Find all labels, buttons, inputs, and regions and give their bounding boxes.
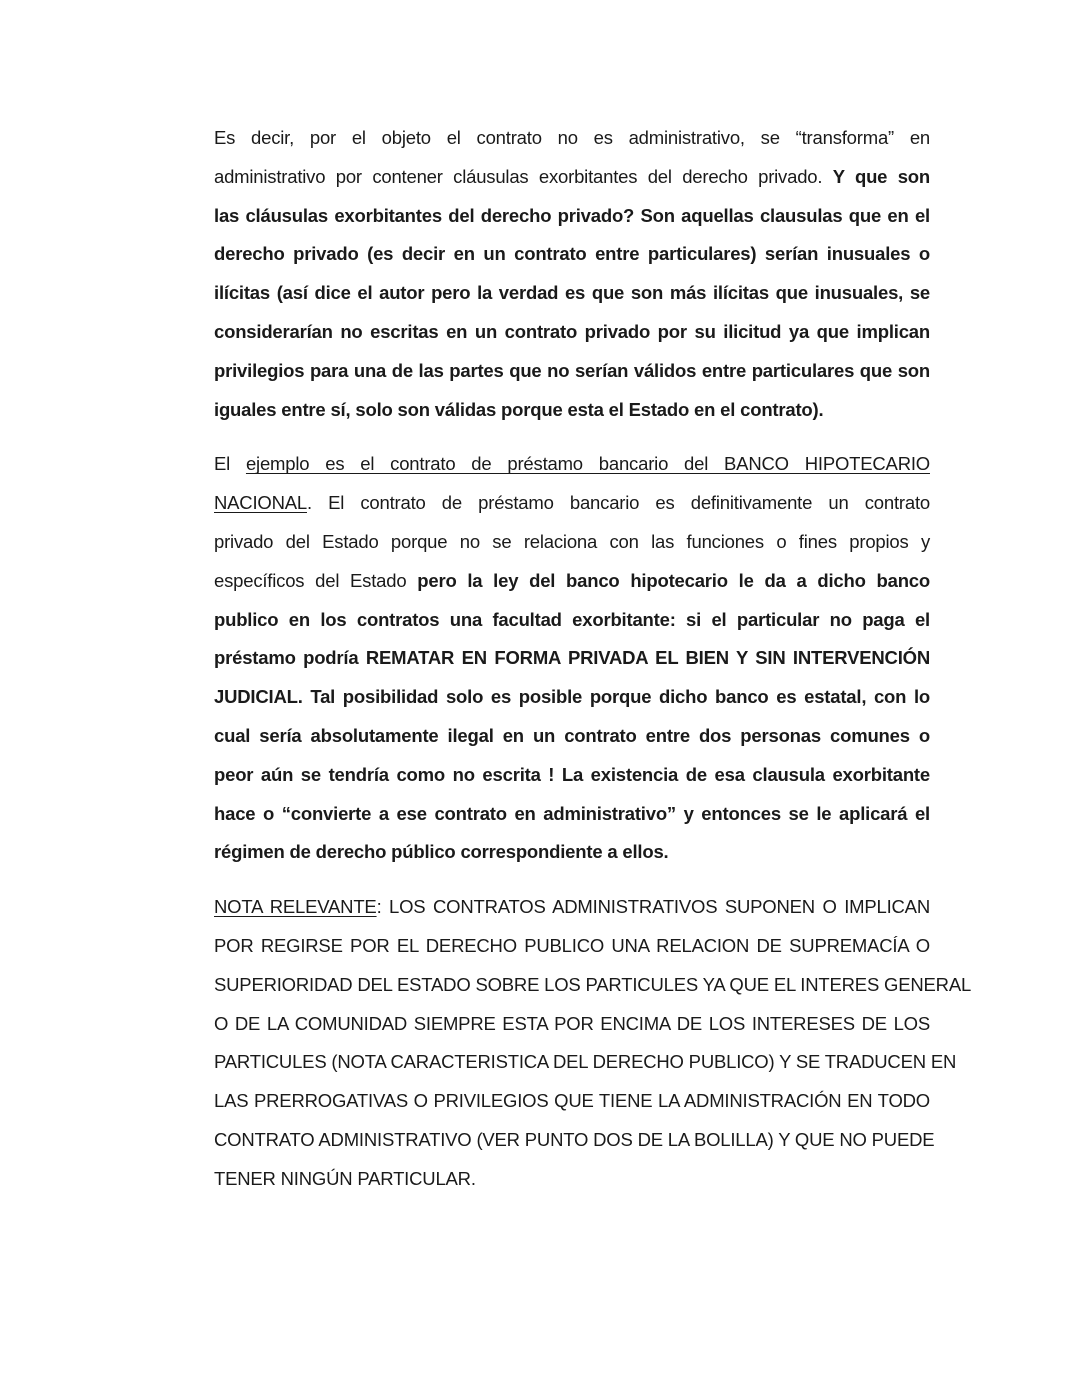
text-line (214, 352, 930, 391)
text-line (214, 1005, 930, 1044)
text-run: SUPERIORIDAD DEL ESTADO SOBRE LOS PARTICULES YA QUE EL INTERES GENERAL (214, 973, 972, 995)
underlined-text: NOTA RELEVANTE (214, 896, 377, 918)
bold-text: iguales entre sí, solo son válidas porque esta el Estado en el contrato). (214, 398, 824, 420)
bold-text: régimen de derecho público correspondiente a ellos. (214, 841, 669, 863)
bold-text: préstamo podría REMATAR EN FORMA PRIVADA EL BIEN Y SIN INTERVENCIÓN (214, 647, 930, 669)
bold-text: Y que son (832, 165, 930, 187)
text-line (214, 158, 930, 197)
bold-text: peor aún se tendría como no escrita ! La existencia de esa clausula exorbitante (214, 763, 930, 785)
text-line (214, 562, 930, 601)
text-run: O DE LA COMUNIDAD SIEMPRE ESTA POR ENCIMA DE LOS INTERESES DE LOS (214, 1012, 930, 1034)
text-line (214, 756, 930, 795)
text-line (214, 888, 930, 927)
text-run: El (214, 453, 246, 475)
text-line (214, 274, 930, 313)
text-line (214, 313, 930, 352)
text-line (214, 927, 930, 966)
underlined-text: NACIONAL (214, 492, 307, 514)
bold-text: ilícitas (así dice el autor pero la verdad es que son más ilícitas que inusuales, se (214, 282, 930, 304)
bold-text: JUDICIAL. Tal posibilidad solo es posible porque dicho banco es estatal, con lo (214, 686, 930, 708)
bold-text: cual sería absolutamente ilegal en un contrato entre dos personas comunes o (214, 724, 930, 746)
text-line (214, 1043, 957, 1082)
text-line (214, 445, 930, 484)
text-run: privado del Estado porque no se relaciona con las funciones o fines propios y (214, 530, 930, 552)
text-line (214, 966, 972, 1005)
document-page (214, 119, 972, 1215)
text-run: administrativo por contener cláusulas exorbitantes del derecho privado. (214, 165, 833, 187)
text-run: PARTICULES (NOTA CARACTERISTICA DEL DERECHO PUBLICO) Y SE TRADUCEN EN (214, 1051, 957, 1073)
text-line (214, 484, 930, 523)
underlined-text: ejemplo es el contrato de préstamo bancario del BANCO HIPOTECARIO (245, 453, 930, 475)
text-run: LAS PRERROGATIVAS O PRIVILEGIOS QUE TIENE LA ADMINISTRACIÓN EN TODO (214, 1090, 930, 1112)
text-line (214, 601, 930, 640)
text-line (214, 717, 930, 756)
bold-text: hace o “convierte a ese contrato en administrativo” y entonces se le aplicará el (214, 802, 930, 824)
paragraph-p1 (214, 119, 930, 429)
text-run: POR REGIRSE POR EL DERECHO PUBLICO UNA RELACION DE SUPREMACÍA O (214, 934, 930, 956)
bold-text: las cláusulas exorbitantes del derecho privado? Son aquellas clausulas que en el (214, 204, 930, 226)
text-run: : LOS CONTRATOS ADMINISTRATIVOS SUPONEN O IMPLICAN (376, 896, 930, 918)
text-line (214, 1160, 930, 1199)
text-run: específicos del Estado (214, 569, 418, 591)
text-line (214, 391, 930, 430)
text-run: CONTRATO ADMINISTRATIVO (VER PUNTO DOS DE LA BOLILLA) Y QUE NO PUEDE (214, 1128, 935, 1150)
text-run: Es decir, por el objeto el contrato no es administrativo, se “transforma” en (214, 127, 930, 148)
text-line (214, 833, 930, 872)
text-line (214, 795, 930, 834)
text-run: . El contrato de préstamo bancario es definitivamente un contrato (306, 492, 930, 514)
bold-text: pero la ley del banco hipotecario le da a dicho banco (417, 569, 930, 591)
text-line (214, 235, 930, 274)
paragraph-p2 (214, 445, 930, 872)
bold-text: privilegios para una de las partes que no serían válidos entre particulares que son (214, 359, 930, 381)
text-line (214, 678, 930, 717)
text-run: TENER NINGÚN PARTICULAR. (214, 1167, 476, 1189)
text-line (214, 639, 930, 678)
text-line (214, 1121, 935, 1160)
bold-text: publico en los contratos una facultad exorbitante: si el particular no paga el (214, 608, 930, 630)
bold-text: considerarían no escritas en un contrato privado por su ilicitud ya que implican (214, 320, 930, 342)
text-line (214, 119, 930, 158)
text-line (214, 523, 930, 562)
paragraph-p3 (214, 888, 972, 1198)
bold-text: derecho privado (es decir en un contrato entre particulares) serían inusuales o (214, 243, 930, 265)
text-line (214, 197, 930, 236)
text-line (214, 1082, 930, 1121)
